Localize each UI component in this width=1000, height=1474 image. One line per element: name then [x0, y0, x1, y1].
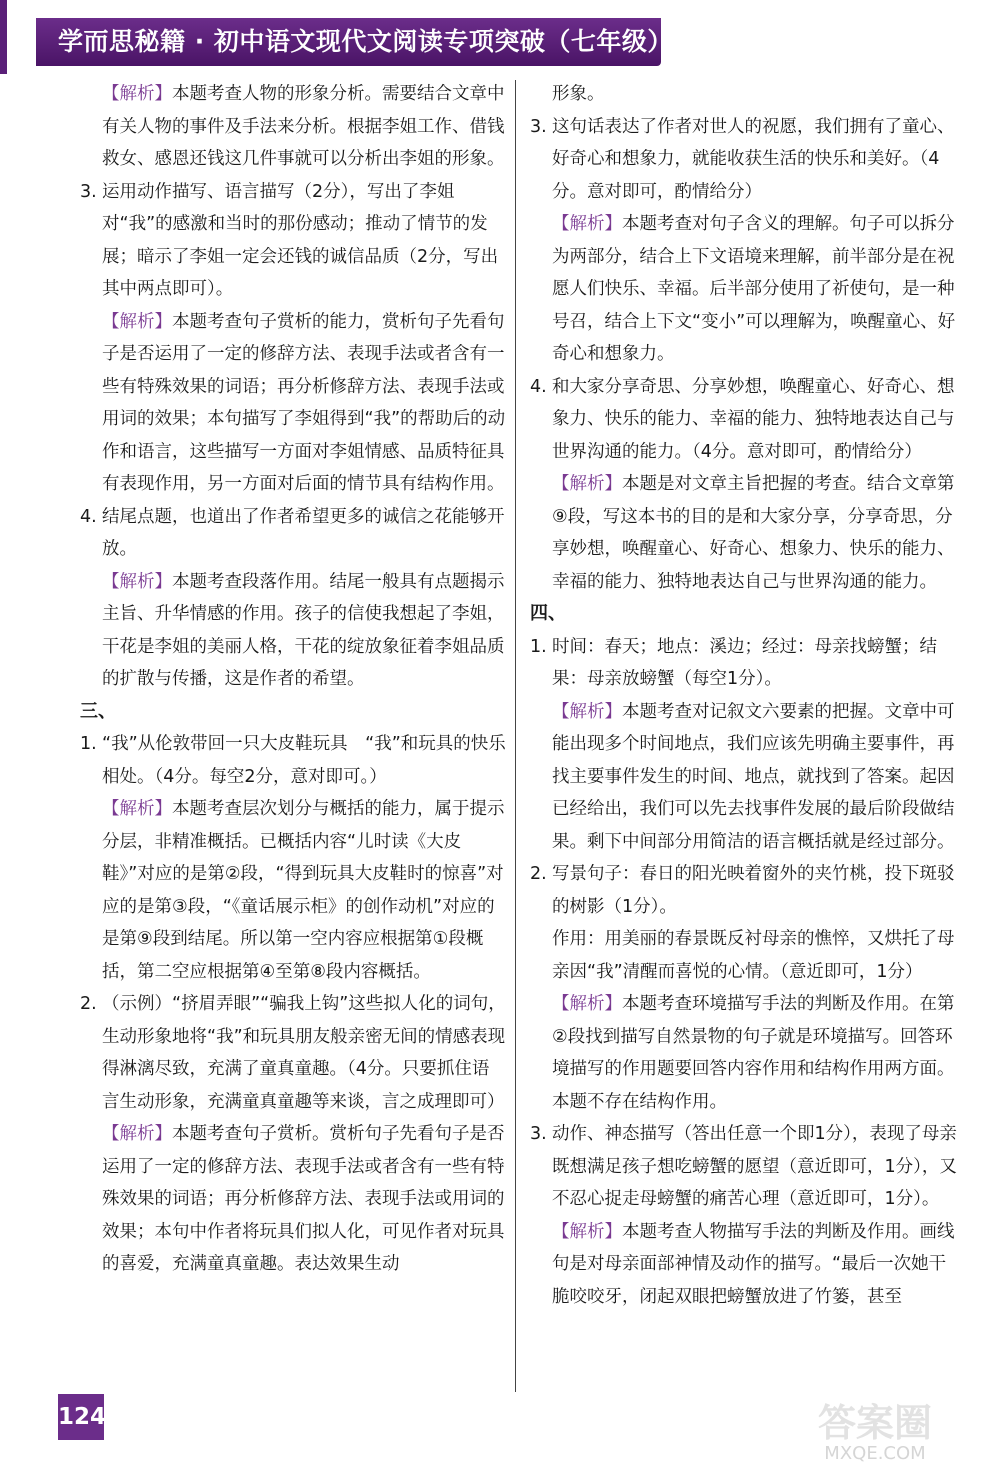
watermark: [790, 1394, 960, 1464]
item-number: 2.: [80, 994, 97, 1014]
header-title: 学而思秘籍 · 初中语文现代文阅读专项突破（七年级）: [36, 18, 661, 66]
answer-effect: 作用：用美丽的春景既反衬母亲的憔悴，又烘托了母亲因“我”清醒而喜悦的心情。（意近即可，1分）: [552, 929, 955, 982]
left-column: [80, 78, 506, 1281]
page-number: 124: [58, 1394, 104, 1440]
answer-text: 写景句子：春日的阳光映着窗外的夹竹桃，投下斑驳的树影（1分）。: [552, 864, 955, 917]
analysis-text: 本题是对文章主旨把握的考查。结合文章第⑨段，写这本书的目的是和大家分享，分享奇思，分享妙想，唤醒童心、好奇心、想象力、快乐的能力、幸福的能力、独特地表达自己与世界沟通的能力。: [552, 474, 955, 592]
analysis-text: 本题考查对记叙文六要素的把握。文章中可能出现多个时间地点，我们应该先明确主要事件，再找主要事件发生的时间、地点，就找到了答案。起因已经给出，我们可以先去找事件发展的最后阶段做结果。剩下中间部分用简洁的语言概括就是经过部分。: [552, 701, 955, 852]
answer-item: [530, 631, 960, 859]
answer-text: “我”从伦敦带回一只大皮鞋玩具 “我”和玩具的快乐相处。（4分。每空2分，意对即可。）: [102, 734, 506, 787]
analysis-text: 本题考查人物的形象分析。需要结合文章中有关人物的事件及手法来分析。根据李姐工作、借钱救女、感恩还钱这几件事就可以分析出李姐的形象。: [102, 84, 505, 169]
right-column: [530, 78, 960, 1313]
item-number: 4.: [530, 376, 547, 397]
analysis-tag: 【解析】: [552, 474, 622, 494]
analysis-tag: 【解析】: [552, 701, 622, 722]
item-number: 4.: [80, 506, 97, 527]
analysis-tag: 【解析】: [552, 214, 622, 234]
answer-item: [530, 1118, 960, 1313]
item-number: 2.: [530, 864, 547, 884]
analysis-text: 本题考查人物描写手法的判断及作用。画线句是对母亲面部神情及动作的描写。“最后一次她干脆咬咬牙，闭起双眼把螃蟹放进了竹篓，甚至: [552, 1221, 955, 1307]
answer-item: [530, 371, 960, 599]
answer-item: [80, 988, 506, 1281]
watermark-url: MXQE.COM: [824, 1443, 926, 1464]
answer-text: （示例）“挤眉弄眼”“骗我上钩”这些拟人化的词句，生动形象地将“我”和玩具朋友般亲密无间的情感表现得淋漓尽致，充满了童真童趣。（4分。只要抓住语言生动形象，充满童真童趣等来谈，言之成理即可）: [102, 994, 506, 1112]
analysis-text: 本题考查句子赏析。赏析句子先看句子是否运用了一定的修辞方法、表现手法或者含有一些有特殊效果的词语；再分析修辞方法、表现手法或用词的效果；本句中作者将玩具们拟人化，可见作者对玩具的喜爱，充满童真童趣。表达效果生动: [102, 1124, 505, 1274]
answer-text: 结尾点题，也道出了作者希望更多的诚信之花能够开放。: [102, 506, 505, 559]
item-number: 1.: [80, 734, 97, 754]
analysis-tag: 【解析】: [102, 571, 172, 592]
analysis-tag: 【解析】: [102, 311, 172, 332]
analysis-tag: 【解析】: [552, 1221, 622, 1242]
section-heading: 三、: [80, 700, 116, 722]
header-accent: [0, 0, 7, 74]
answer-item: [530, 858, 960, 1118]
answer-text: 和大家分享奇思、分享妙想，唤醒童心、好奇心、想象力、快乐的能力、幸福的能力、独特地表达自己与世界沟通的能力。（4分。意对即可，酌情给分）: [552, 376, 955, 462]
answer-text: 时间：春天；地点：溪边；经过：母亲找螃蟹；结果：母亲放螃蟹（每空1分）。: [552, 636, 937, 689]
item-number: 3.: [530, 116, 547, 137]
analysis-block: [80, 78, 506, 176]
answer-text: 动作、神态描写（答出任意一个即1分），表现了母亲既想满足孩子想吃螃蟹的愿望（意近即可，1分），又不忍心捉走母螃蟹的痛苦心理（意近即可，1分）。: [552, 1124, 957, 1209]
analysis-text: 本题考查句子赏析的能力，赏析句子先看句子是否运用了一定的修辞方法、表现手法或者含有一些有特殊效果的词语；再分析修辞方法、表现手法或用词的效果；本句描写了李姐得到“我”的帮助后的动作和语言，这些描写一方面对李姐情感、品质特征具有表现作用，另一方面对后面的情节具有结构作用。: [102, 311, 506, 494]
watermark-logo: 答案圈: [817, 1401, 932, 1445]
item-number: 3.: [80, 181, 97, 202]
analysis-text: 本题考查层次划分与概括的能力，属于提示分层，非精准概括。已概括内容“儿时读《大皮鞋》”对应的是第②段，“得到玩具大皮鞋时的惊喜”对应的是第③段，“《童话展示柜》的创作动机”对应的是第⑨段到结尾。所以第一空内容应根据第①段概括，第二空应根据第④至第⑧段内容概括。: [102, 799, 505, 982]
analysis-tag: 【解析】: [102, 84, 172, 104]
answer-text: 这句话表达了作者对世人的祝愿，我们拥有了童心、好奇心和想象力，就能收获生活的快乐和美好。（4分。意对即可，酌情给分）: [552, 116, 955, 202]
column-divider: [515, 80, 516, 1392]
analysis-tag: 【解析】: [102, 799, 172, 819]
analysis-text: 本题考查段落作用。结尾一般具有点题揭示主旨、升华情感的作用。孩子的信使我想起了李姐，干花是李姐的美丽人格，干花的绽放象征着李姐品质的扩散与传播，这是作者的希望。: [102, 571, 505, 689]
analysis-text: 本题考查环境描写手法的判断及作用。在第②段找到描写自然景物的句子就是环境描写。回答环境描写的作用题要回答内容作用和结构作用两方面。本题不存在结构作用。: [552, 994, 955, 1112]
answer-item: [80, 728, 506, 988]
item-number: 3.: [530, 1124, 547, 1144]
analysis-tag: 【解析】: [102, 1124, 172, 1144]
analysis-text: 本题考查对句子含义的理解。句子可以拆分为两部分，结合上下文语境来理解，前半部分是在祝愿人们快乐、幸福。后半部分使用了祈使句，是一种号召，结合上下文“变小”可以理解为，唤醒童心、好奇心和想象力。: [552, 214, 956, 364]
answer-item: [80, 501, 506, 696]
answer-item: [80, 176, 506, 501]
analysis-tag: 【解析】: [552, 994, 622, 1014]
answer-text: 运用动作描写、语言描写（2分），写出了李姐对“我”的感激和当时的那份感动；推动了情节的发展；暗示了李姐一定会还钱的诚信品质（2分，写出其中两点即可）。: [102, 181, 499, 299]
answer-item: [530, 111, 960, 371]
item-number: 1.: [530, 636, 547, 657]
page-header: [0, 0, 1000, 74]
continued-text: 形象。: [552, 84, 605, 104]
section-heading: 四、: [530, 603, 566, 624]
